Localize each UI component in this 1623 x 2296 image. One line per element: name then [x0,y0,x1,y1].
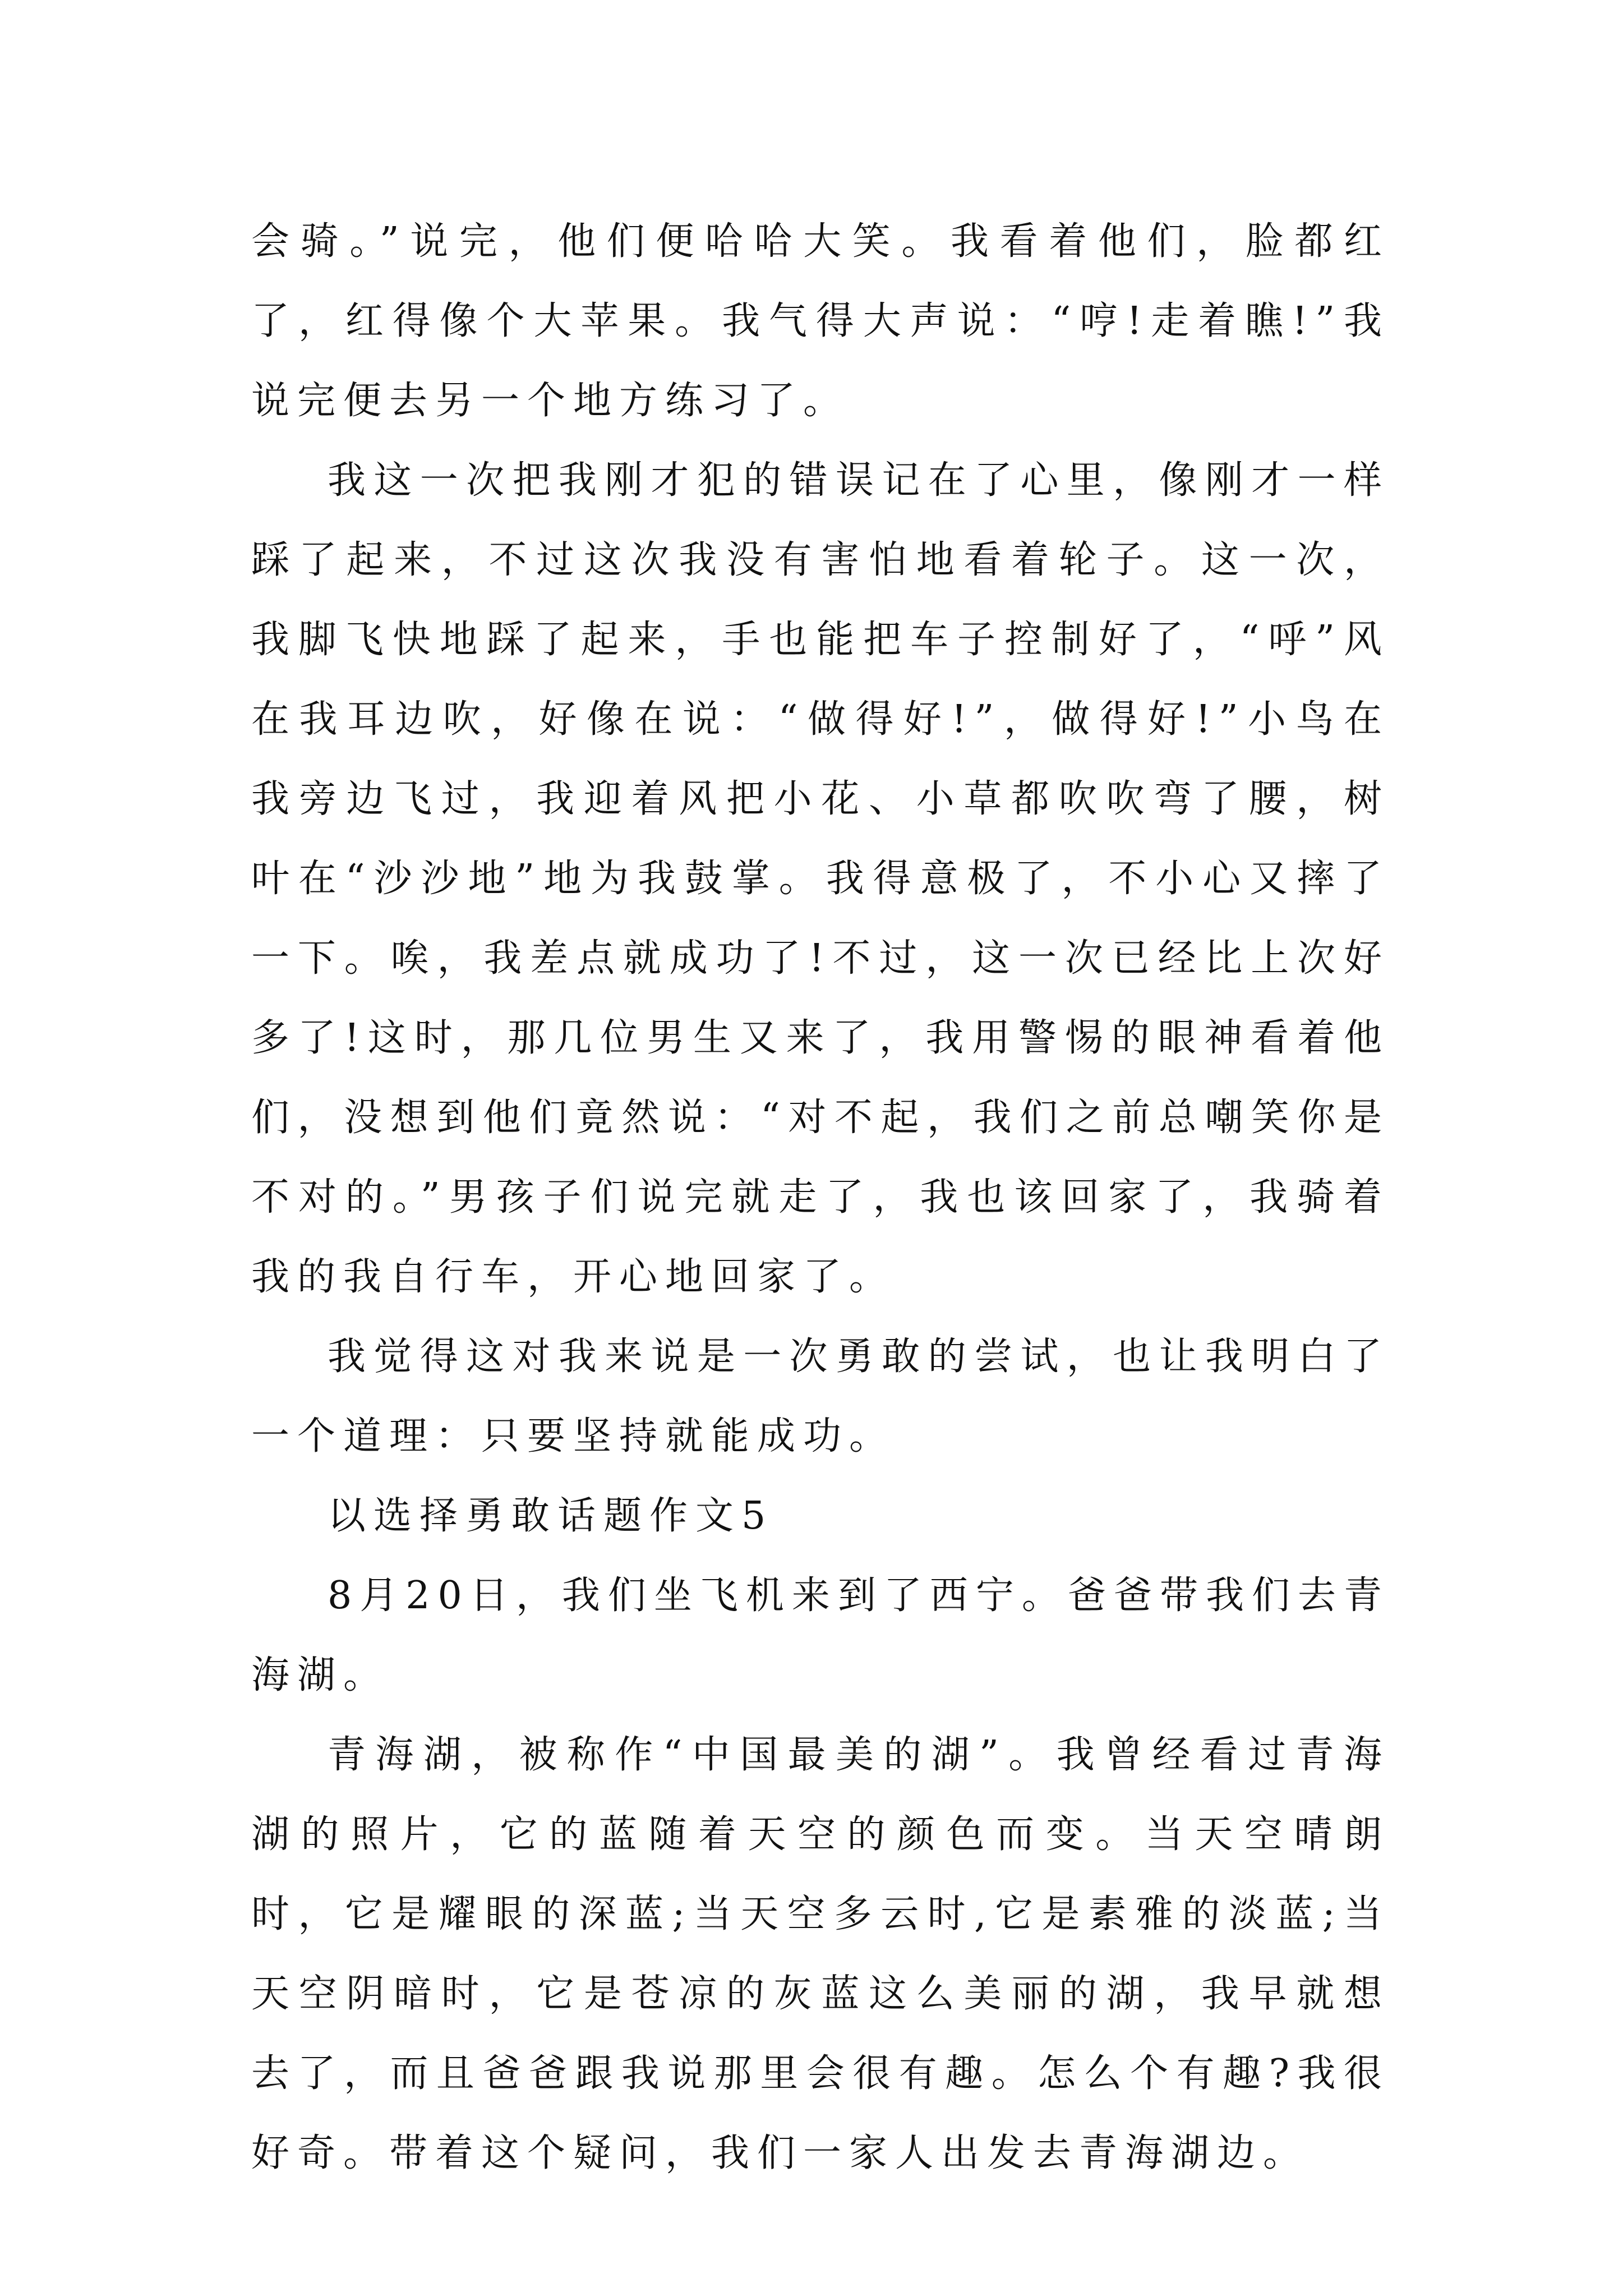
paragraph-2: 我这一次把我刚才犯的错误记在了心里，像刚才一样踩了起来，不过这次我没有害怕地看着轮子。这一次，我脚飞快地踩了起来，手也能把车子控制好了，“呼”风在我耳边吹，好像在说：“做得好!”，做得好!”小鸟在我旁边飞过，我迎着风把小花、小草都吹吹弯了腰，树叶在“沙沙地”地为我鼓掌。我得意极了，不小心又摔了一下。唉，我差点就成功了!不过，这一次已经比上次好多了!这时，那几位男生又来了，我用警惕的眼神看着他们，没想到他们竟然说：“对不起，我们之前总嘲笑你是不对的。”男孩子们说完就走了，我也该回家了，我骑着我的我自行车，开心地回家了。 [251,458,1390,1299]
paragraph-5: 青海湖，被称作“中国最美的湖”。我曾经看过青海湖的照片，它的蓝随着天空的颜色而变。当天空晴朗时，它是耀眼的深蓝;当天空多云时,它是素雅的淡蓝;当天空阴暗时，它是苍凉的灰蓝这么美丽的湖，我早就想去了，而且爸爸跟我说那里会很有趣。怎么个有趣?我很好奇。带着这个疑问，我们一家人出发去青海湖边。 [251,1733,1390,2175]
paragraph-1: 会骑。”说完，他们便哈哈大笑。我看着他们，脸都红了，红得像个大苹果。我气得大声说：“哼!走着瞧!”我说完便去另一个地方练习了。 [251,219,1390,423]
paragraph-3: 我觉得这对我来说是一次勇敢的尝试，也让我明白了一个道理：只要坚持就能成功。 [251,1335,1390,1458]
paragraph-4: 8月20日，我们坐飞机来到了西宁。爸爸带我们去青海湖。 [251,1573,1390,1697]
essay-heading: 以选择勇敢话题作文5 [328,1494,774,1538]
document-body [251,202,1390,2193]
